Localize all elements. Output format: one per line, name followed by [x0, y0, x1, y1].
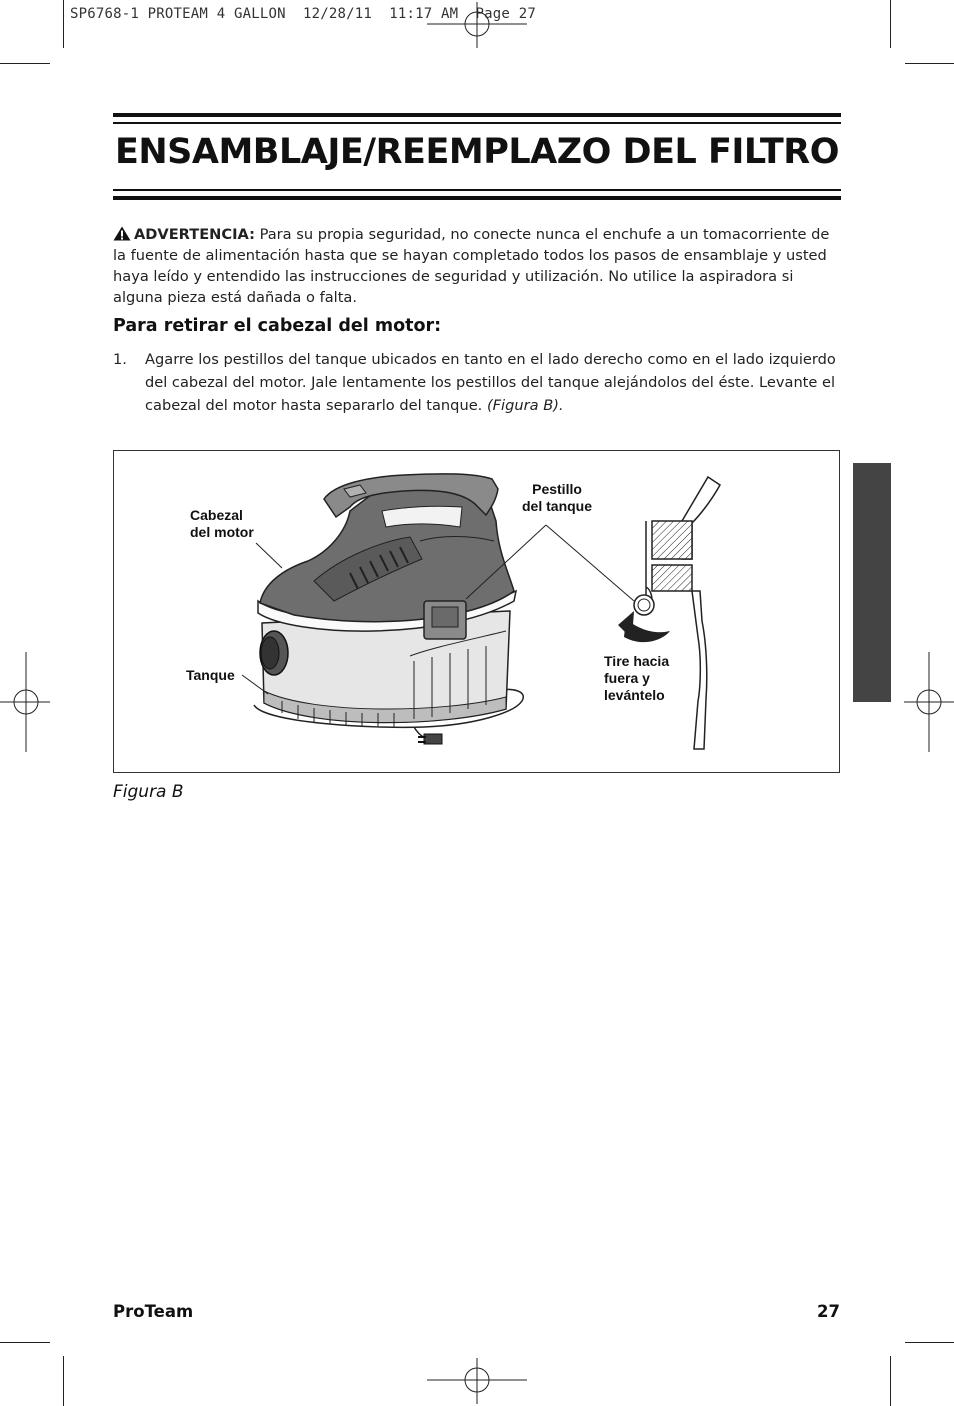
- step-text-wrap: [145, 348, 841, 417]
- callout-line: Pestillo: [532, 481, 582, 497]
- page-title: ENSAMBLAJE/REEMPLAZO DEL FILTRO: [114, 132, 840, 172]
- step-text: Agarre los pestillos del tanque ubicados en tanto en el lado derecho como en el lado izquierdo del cabezal del motor. Jale lentamente los pestillos del tanque alejándolos del éste. Levante el cabezal del motor hasta separarlo del tanque.: [145, 351, 836, 414]
- crop-mark: [890, 1356, 891, 1406]
- crop-mark: [0, 1342, 50, 1343]
- step-item: [113, 348, 841, 417]
- title-rule-bottom-thin: [113, 189, 841, 191]
- callout-tank-latch: [522, 481, 592, 515]
- callout-motor-head: [190, 507, 254, 541]
- warning-label: ADVERTENCIA:: [134, 226, 255, 243]
- callout-line: levántelo: [604, 687, 665, 703]
- vacuum-illustration-icon: [114, 451, 841, 774]
- crop-mark: [0, 63, 50, 64]
- crop-mark: [905, 63, 954, 64]
- callout-line: Cabezal: [190, 507, 243, 523]
- callout-tank: [186, 667, 235, 684]
- registration-mark-left: [0, 652, 50, 752]
- warning-paragraph: [113, 224, 841, 308]
- warning-text: Para su propia seguridad, no conecte nunca el enchufe a un tomacorriente de la fuente de alimentación hasta que se hayan completado todos los pasos de ensamblaje y usted haya leído y entendido las instrucciones de seguridad y utilización. No utilice la aspiradora si alguna pieza está dañada o falta.: [113, 226, 830, 306]
- registration-mark-right: [904, 652, 954, 752]
- step-number: 1.: [113, 351, 127, 368]
- title-rule-bottom-thick: [113, 196, 841, 200]
- crop-mark: [890, 0, 891, 48]
- section-heading: Para retirar el cabezal del motor:: [113, 316, 442, 336]
- callout-pull-out: [604, 653, 669, 704]
- callout-line: Tire hacia: [604, 653, 670, 669]
- crop-mark: [905, 1342, 954, 1343]
- callout-line: del tanque: [522, 498, 593, 514]
- callout-line: fuera y: [604, 670, 650, 686]
- crop-mark: [63, 1356, 64, 1406]
- crop-mark: [63, 0, 64, 48]
- warning-triangle-icon: [113, 226, 131, 241]
- figure-b-illustration: [113, 450, 840, 773]
- section-side-tab: [853, 463, 891, 702]
- figure-reference: (Figura B).: [486, 397, 564, 414]
- callout-line: Tanque: [186, 667, 235, 683]
- title-rule-top-thick: [113, 113, 841, 117]
- printer-slug-line: SP6768-1 PROTEAM 4 GALLON 12/28/11 11:17 AM Page 27: [70, 6, 536, 22]
- registration-mark-top: [427, 2, 527, 48]
- title-rule-top-thin: [113, 122, 841, 124]
- footer-brand: ProTeam: [113, 1302, 194, 1321]
- page-number: 27: [817, 1302, 840, 1321]
- registration-mark-bottom: [427, 1358, 527, 1404]
- callout-line: del motor: [190, 524, 254, 540]
- figure-caption: Figura B: [113, 782, 184, 802]
